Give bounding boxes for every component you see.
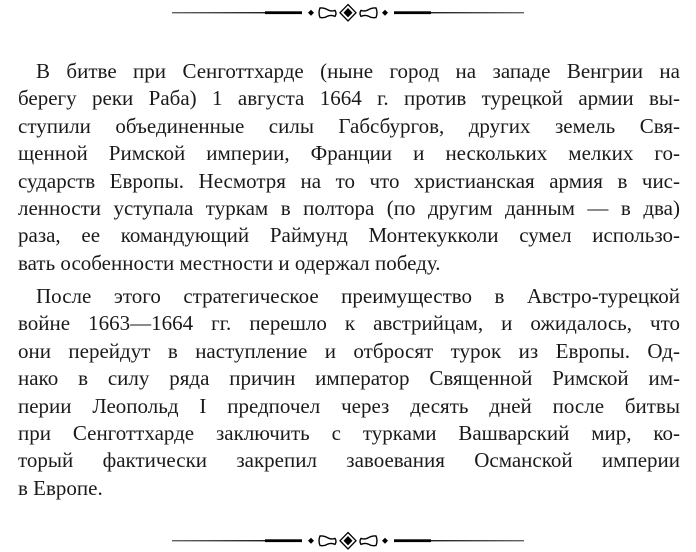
text-line: После этого стратегическое преимущество в Австро-турецкой (36, 284, 680, 308)
text-line: щенной Римской империи, Франции и нескольких мелких го- (18, 141, 680, 166)
text-line: раза, ее командующий Раймунд Монтекукколи сумел использо- (18, 223, 680, 248)
text-line: нако в силу ряда причин император Священной Римской им- (18, 366, 680, 391)
ornament-divider-top (170, 3, 526, 23)
text-line: берегу реки Раба) 1 августа 1664 г. против турецкой армии вы- (18, 86, 680, 111)
ornament-divider-bottom (170, 531, 526, 551)
text-line: сударств Европы. Несмотря на то что христианская армия в чис- (18, 168, 680, 193)
text-line: в Европе. (18, 475, 103, 500)
text-line: войне 1663—1664 гг. перешло к австрийцам, и ожидалось, что (18, 311, 680, 336)
text-line: они перейдут в наступление и отбросят турок из Европы. Од- (18, 338, 680, 363)
text-line: перии Леопольд I предпочел через десять дней после битвы (18, 393, 680, 418)
paragraph-2 (18, 283, 680, 502)
text-line: торый фактически закрепил завоевания Османской империи (18, 448, 680, 473)
text-line: вать особенности местности и одержал победу. (18, 250, 441, 275)
text-line: ступили объединенные силы Габсбургов, других земель Свя- (18, 113, 680, 138)
text-line: ленности уступала туркам в полтора (по другим данным — в два) (18, 195, 680, 220)
paragraph-1 (18, 58, 680, 277)
text-line: при Сенготтхарде заключить с турками Вашварский мир, ко- (18, 420, 680, 445)
text-line: В битве при Сенготтхарде (ныне город на западе Венгрии на (36, 59, 680, 83)
